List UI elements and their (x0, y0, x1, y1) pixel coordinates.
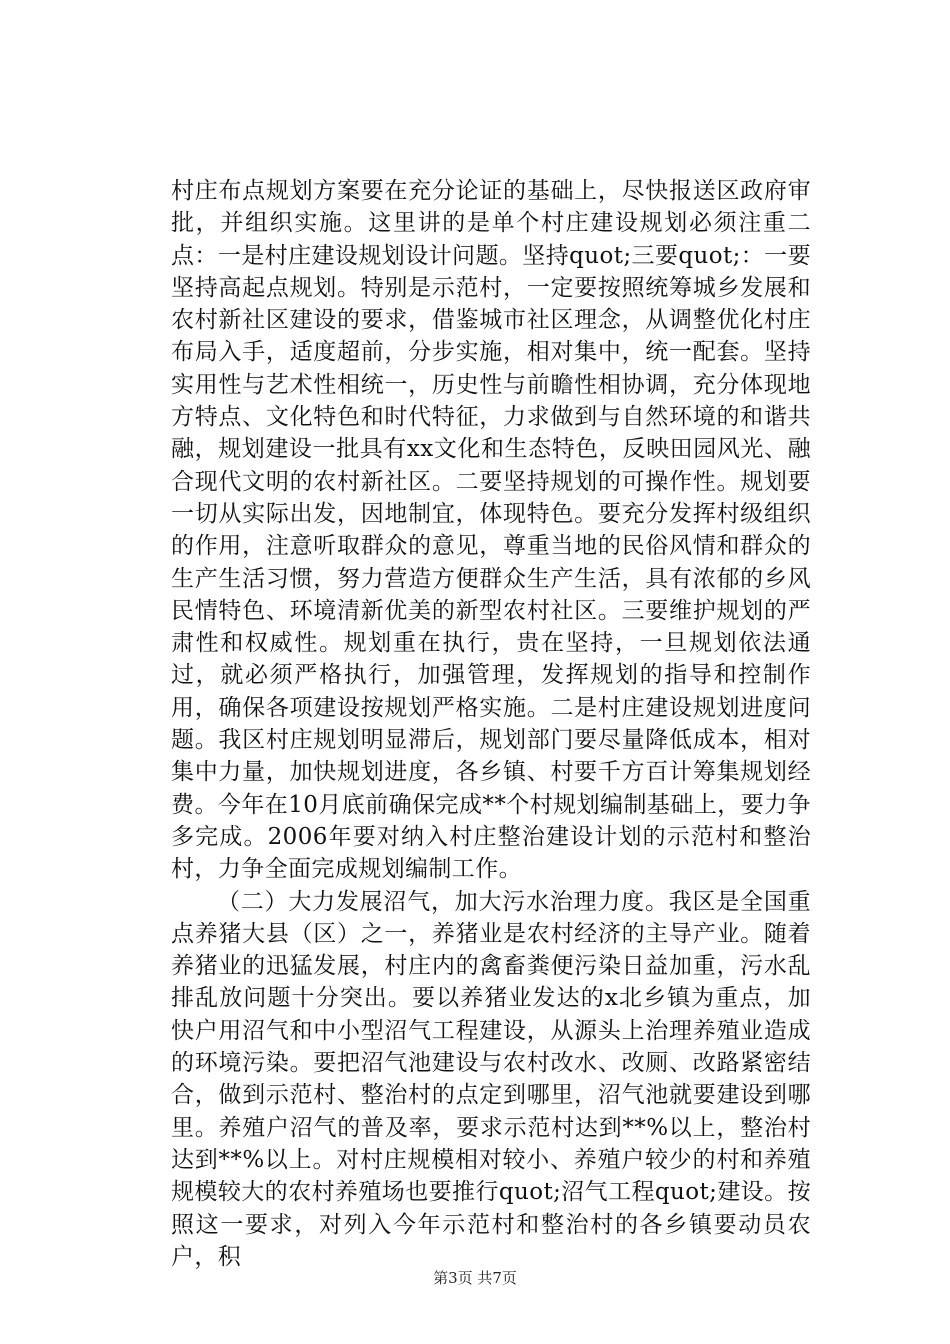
page-footer: 第3页 共7页 (433, 1269, 517, 1287)
paragraph-2: （二）大力发展沼气，加大污水治理力度。我区是全国重点养猪大县（区）之一，养猪业是农村经济的主导产业。随着养猪业的迅猛发展，村庄内的禽畜粪便污染日益加重，污水乱排乱放问题十分突出。要以养猪业发达的x北乡镇为重点，加快户用沼气和中小型沼气工程建设，从源头上治理养殖业造成的环境污染。要把沼气池建设与农村改水、改厕、改路紧密结合，做到示范村、整治村的点定到哪里，沼气池就要建设到哪里。养殖户沼气的普及率，要求示范村达到**%以上，整治村达到**%以上。对村庄规模相对较小、养殖户较少的村和养殖规模较大的农村养殖场也要推行quot;沼气工程quot;建设。按照这一要求，对列入今年示范村和整治村的各乡镇要动员农户，积 (171, 888, 811, 1270)
document-body (171, 175, 811, 1273)
paragraph-1: 村庄布点规划方案要在充分论证的基础上，尽快报送区政府审批，并组织实施。这里讲的是单个村庄建设规划必须注重二点：一是村庄建设规划设计问题。坚持quot;三要quot;：一要坚持高起点规划。特别是示范村，一定要按照统筹城乡发展和农村新社区建设的要求，借鉴城市社区理念，从调整优化村庄布局入手，适度超前，分步实施，相对集中，统一配套。坚持实用性与艺术性相统一，历史性与前瞻性相协调，充分体现地方特点、文化特色和时代特征，力求做到与自然环境的和谐共融，规划建设一批具有xx文化和生态特色，反映田园风光、融合现代文明的农村新社区。二要坚持规划的可操作性。规划要一切从实际出发，因地制宜，体现特色。要充分发挥村级组织的作用，注意听取群众的意见，尊重当地的民俗风情和群众的生产生活习惯，努力营造方便群众生产生活，具有浓郁的乡风民情特色、环境清新优美的新型农村社区。三要维护规划的严肃性和权威性。规划重在执行，贵在坚持，一旦规划依法通过，就必须严格执行，加强管理，发挥规划的指导和控制作用，确保各项建设按规划严格实施。二是村庄建设规划进度问题。我区村庄规划明显滞后，规划部门要尽量降低成本，相对集中力量，加快规划进度，各乡镇、村要千方百计筹集规划经费。今年在10月底前确保完成**个村规划编制基础上，要力争多完成。2006年要对纳入村庄整治建设计划的示范村和整治村，力争全面完成规划编制工作。 (171, 178, 811, 883)
